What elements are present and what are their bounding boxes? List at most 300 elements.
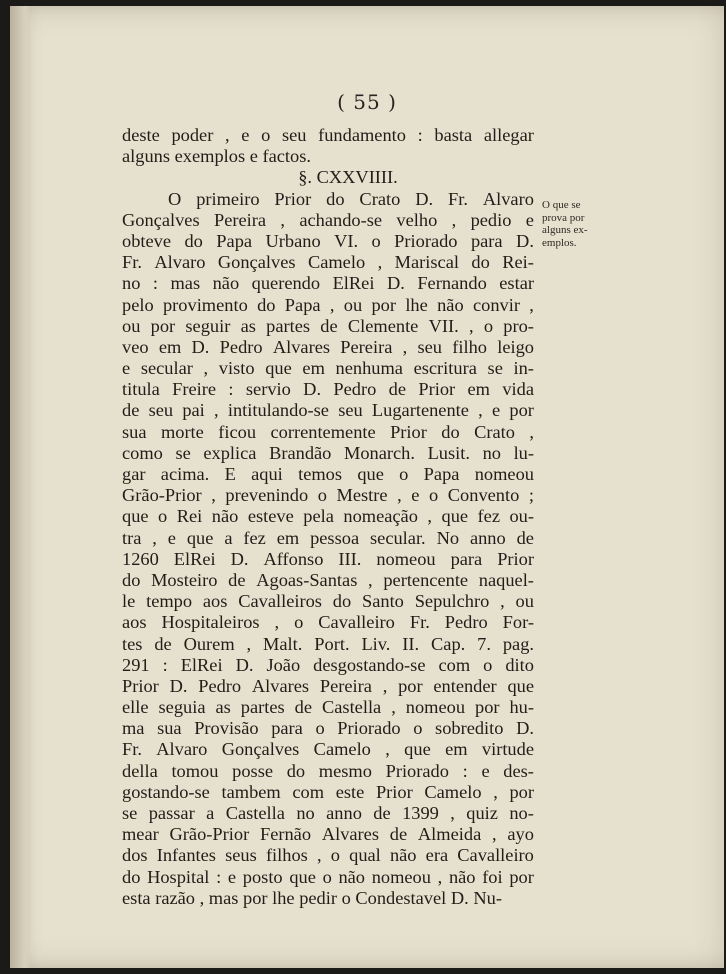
word: Pedro	[444, 612, 488, 633]
word: e	[525, 209, 534, 230]
word: ,	[280, 209, 285, 230]
word: D.	[230, 548, 249, 569]
word: que	[289, 866, 316, 887]
word: Cavalleiros	[238, 591, 322, 612]
text-line	[122, 697, 534, 718]
word: aos	[202, 591, 228, 612]
word: as	[215, 697, 231, 718]
word: Pereira	[319, 675, 372, 696]
word: filho	[452, 336, 487, 357]
word: fez	[243, 527, 266, 548]
word: Pedro	[333, 379, 377, 400]
word: II.	[402, 633, 420, 654]
word: Pereira	[340, 336, 393, 357]
word: Urbano	[265, 230, 321, 251]
word: o	[261, 125, 271, 145]
text-line	[122, 295, 534, 316]
word: anno	[326, 803, 362, 823]
word: passar	[148, 803, 195, 823]
text-line	[122, 379, 534, 400]
word: Alvaro	[154, 252, 206, 273]
word: temos	[298, 464, 343, 484]
word: Gonçalves	[221, 739, 300, 760]
word: por	[150, 315, 176, 336]
word: fundamento	[318, 125, 406, 145]
text-line	[122, 867, 534, 888]
word: ,	[450, 803, 455, 823]
word: que	[357, 464, 384, 484]
word: de	[122, 400, 140, 421]
body-text	[122, 125, 534, 909]
word: ,	[317, 845, 322, 866]
word: do	[122, 569, 141, 590]
word: sua	[122, 421, 147, 442]
word: ,	[211, 485, 216, 506]
word: o	[158, 506, 168, 527]
word: obteve	[122, 230, 172, 251]
word: leigo	[497, 336, 534, 357]
word: Brandão	[269, 442, 332, 463]
word: Grão-Prior	[122, 485, 202, 506]
word: Liv.	[361, 633, 391, 654]
word: ,	[427, 506, 433, 527]
word: tambem	[221, 781, 281, 802]
word: ou-	[509, 506, 534, 527]
word: Alvaro	[482, 188, 534, 209]
text-line	[122, 824, 534, 845]
word: Prior	[122, 675, 159, 696]
word: Alvares	[321, 824, 380, 845]
word: Ourem	[183, 633, 235, 654]
word: tomou	[171, 760, 219, 781]
text-line	[122, 634, 534, 655]
word: Clemente	[347, 315, 419, 336]
word: que	[507, 675, 534, 696]
word: tempo	[146, 591, 193, 612]
word: explica	[203, 442, 257, 463]
word: tra	[122, 527, 142, 548]
word: de	[388, 379, 407, 400]
word: Port.	[314, 633, 350, 654]
word: veo	[122, 336, 149, 357]
word: o	[322, 866, 332, 887]
word: Almeida	[417, 824, 482, 845]
word: escritura	[413, 358, 477, 379]
text-line	[122, 761, 534, 782]
word: e	[227, 866, 237, 887]
word: pedio	[470, 209, 512, 230]
word: D.	[235, 654, 254, 675]
text-line	[122, 464, 534, 485]
word: se	[122, 803, 138, 823]
word: em	[302, 358, 325, 379]
word: de	[516, 527, 534, 548]
word: 7.	[477, 633, 491, 654]
word: pro-	[503, 315, 534, 336]
word: naquel-	[478, 569, 534, 590]
word: este	[335, 781, 365, 802]
word: Papa	[284, 294, 321, 315]
word: o	[315, 718, 325, 739]
word: in-	[513, 358, 534, 379]
word: O	[168, 188, 182, 209]
word: posto	[242, 866, 283, 887]
text-line	[122, 739, 534, 760]
text-line: esta razão , mas por lhe pedir o Condestavel D. Nu-	[122, 887, 502, 908]
word: Convento	[447, 485, 520, 506]
word: Castella	[321, 697, 382, 718]
text-line	[122, 125, 534, 146]
word: ,	[224, 125, 230, 145]
word: para	[271, 718, 303, 739]
word: hu-	[509, 697, 534, 718]
word: aos	[122, 612, 147, 633]
word: Fr.	[409, 612, 430, 633]
word: Priorado	[385, 760, 449, 781]
word: :	[152, 273, 158, 294]
text-line	[122, 803, 534, 824]
word: Fr.	[122, 739, 142, 760]
word: ou	[515, 591, 534, 612]
word: Crato	[474, 421, 515, 442]
word: Cavalleiro	[318, 612, 395, 633]
word: para	[470, 230, 503, 251]
word: basta	[434, 125, 473, 145]
word: primeiro	[196, 188, 260, 209]
text-line	[122, 612, 534, 633]
word: do	[326, 188, 345, 209]
word: allegar	[483, 125, 534, 145]
word: que	[441, 506, 469, 527]
word: e	[411, 485, 420, 506]
word: ou	[343, 294, 363, 315]
word: qual	[349, 845, 381, 866]
word: ficou	[218, 421, 257, 442]
word: No	[436, 527, 460, 548]
word: deste	[122, 125, 160, 145]
word: e	[481, 760, 490, 781]
word: Papa	[216, 230, 253, 251]
word: achando-se	[299, 209, 383, 230]
word: do	[286, 760, 306, 781]
page-number: ( 55 )	[337, 90, 397, 114]
word: velho	[396, 209, 438, 230]
word: gar	[122, 464, 146, 484]
word: ,	[437, 866, 443, 887]
word: lhe	[405, 294, 428, 315]
word: como	[122, 442, 163, 463]
word: pessoa	[310, 527, 360, 548]
word: era	[425, 845, 449, 866]
word: Priorado	[337, 718, 401, 739]
word: seguir	[185, 315, 231, 336]
word: quiz	[466, 803, 498, 823]
word: 291	[122, 654, 150, 675]
word: pertencente	[383, 569, 469, 590]
word: Lugartenente	[371, 400, 469, 421]
word: ,	[203, 358, 209, 379]
word: o	[483, 315, 494, 336]
text-line	[122, 845, 534, 866]
word: Lusit.	[427, 442, 470, 463]
word: secular	[140, 358, 193, 379]
word: D.	[191, 336, 210, 357]
word: que	[265, 358, 292, 379]
text-line	[122, 676, 534, 697]
word: Affonso	[263, 548, 324, 569]
word: nomeou	[376, 548, 436, 569]
word: seguia	[158, 697, 206, 718]
word: Prior	[390, 421, 427, 442]
word: della	[122, 760, 158, 781]
word: Gonçalves	[122, 209, 200, 230]
word: ou	[122, 315, 141, 336]
word: ,	[382, 675, 388, 696]
word: 1260	[122, 548, 159, 569]
word: do	[257, 294, 276, 315]
word: o	[413, 718, 423, 739]
word: ,	[368, 569, 373, 590]
word: elle	[122, 697, 149, 718]
word: de	[154, 633, 172, 654]
word: do	[184, 230, 203, 251]
word: e	[122, 358, 131, 379]
word: ,	[152, 527, 157, 548]
word: ,	[377, 252, 383, 273]
word: o	[317, 485, 327, 506]
word: Mariscal	[394, 252, 459, 273]
text-line	[122, 273, 534, 294]
text-line	[122, 316, 534, 337]
word: não	[338, 866, 366, 887]
word: Infantes	[156, 845, 216, 866]
word: do	[332, 591, 352, 612]
word: D.	[169, 675, 188, 696]
word: le	[122, 591, 136, 612]
word: ,	[274, 612, 280, 633]
word: :	[417, 125, 423, 145]
word: Camelo	[307, 252, 366, 273]
word: Hospitaleiros	[161, 612, 260, 633]
word: ,	[529, 421, 534, 442]
word: por	[475, 697, 500, 718]
word: estar	[499, 273, 534, 294]
text-line	[122, 358, 534, 379]
word: por	[371, 294, 396, 315]
word: desgostando-se	[313, 654, 426, 675]
word: :	[162, 654, 168, 675]
word: For-	[502, 612, 534, 633]
word: se	[175, 442, 191, 463]
word: Priorado	[394, 230, 458, 251]
text-line	[122, 485, 534, 506]
word: Gonçalves	[217, 252, 296, 273]
word: Monarch.	[343, 442, 415, 463]
word: por	[509, 781, 534, 802]
word: Provisão	[194, 718, 259, 739]
word: seu	[417, 336, 442, 357]
word: ElRei	[173, 548, 216, 569]
word: lu-	[513, 442, 534, 463]
word: vida	[502, 379, 534, 400]
word: Rei	[176, 506, 203, 527]
word: Prior	[274, 188, 312, 209]
word: de	[389, 824, 408, 845]
word: seu	[281, 125, 307, 145]
word: entender	[433, 675, 497, 696]
word: e	[167, 527, 176, 548]
word: o	[294, 612, 304, 633]
word: do	[122, 866, 141, 887]
text-line	[122, 252, 534, 273]
word: por	[398, 675, 423, 696]
word: em	[158, 336, 182, 357]
word: Camelo	[424, 781, 482, 802]
text-line	[122, 443, 534, 464]
word: com	[292, 781, 325, 802]
word: as	[240, 315, 256, 336]
word: D.	[516, 230, 534, 251]
word: Camelo	[313, 739, 371, 760]
word: que	[186, 527, 214, 548]
word: Alvares	[272, 336, 331, 357]
word: do	[471, 252, 490, 273]
text-line	[122, 655, 534, 676]
word: :	[216, 866, 222, 887]
word: :	[462, 760, 468, 781]
text-line	[122, 231, 534, 252]
word: João	[266, 654, 301, 675]
word: ,	[402, 336, 408, 357]
word: Santo	[361, 591, 404, 612]
word: para	[450, 548, 483, 569]
text-line	[122, 506, 534, 527]
word: filhos	[265, 845, 308, 866]
word: virtude	[481, 739, 534, 760]
word: nenhuma	[335, 358, 403, 379]
word: pag.	[502, 633, 534, 654]
word: Prior	[375, 781, 413, 802]
marginal-note-line: prova por	[542, 211, 585, 224]
word: pela	[303, 506, 334, 527]
word: Hospital	[147, 866, 210, 887]
word: ,	[529, 294, 534, 315]
word: titula	[122, 379, 160, 400]
word: seu	[338, 400, 363, 421]
word: seu	[148, 400, 174, 421]
word: E	[224, 464, 236, 484]
text-line	[122, 591, 534, 612]
word: não	[437, 294, 464, 315]
marginal-note	[542, 199, 602, 249]
word: de	[228, 569, 246, 590]
word: acima.	[160, 464, 210, 484]
word: partes	[240, 697, 285, 718]
word: Alvaro	[156, 739, 208, 760]
word: Mestre	[336, 485, 388, 506]
word: querendo	[251, 273, 321, 294]
word: dito	[505, 654, 534, 675]
word: mear	[122, 824, 159, 845]
text-line	[122, 782, 534, 803]
marginal-note-line: emplos.	[542, 236, 577, 249]
word: Mosteiro	[151, 569, 218, 590]
word: fez	[477, 506, 500, 527]
word: D.	[386, 273, 405, 294]
text-line	[122, 570, 534, 591]
word: se	[487, 358, 503, 379]
page-gutter	[10, 6, 32, 968]
word: do	[441, 421, 460, 442]
word: secular.	[370, 527, 426, 548]
word: ElRei	[332, 273, 375, 294]
word: mas	[170, 273, 201, 294]
word: 1399	[402, 803, 439, 823]
text-line: alguns exemplos e factos.	[122, 146, 311, 167]
word: a	[224, 527, 233, 548]
word: Fr.	[447, 188, 468, 209]
word: convir	[472, 294, 520, 315]
word: nomeou	[474, 464, 534, 484]
word: não	[448, 866, 476, 887]
marginal-note-line: alguns ex-	[542, 224, 588, 236]
word: Alvares	[251, 675, 310, 696]
word: Crato	[359, 188, 401, 209]
word: gostando-se	[122, 781, 210, 802]
word: não	[389, 845, 417, 866]
word: não	[212, 273, 240, 294]
word: Prior	[497, 548, 534, 569]
word: o	[371, 230, 381, 251]
word: Pedro	[198, 675, 242, 696]
word: com	[438, 654, 471, 675]
word: por	[509, 866, 534, 887]
word: III.	[338, 548, 362, 569]
word: ,	[214, 400, 219, 421]
word: a	[206, 803, 215, 823]
word: em	[467, 379, 490, 400]
word: dos	[122, 845, 148, 866]
word: ;	[528, 485, 534, 506]
word: ,	[492, 824, 497, 845]
word: prevenindo	[225, 485, 309, 506]
word: tes	[122, 633, 143, 654]
text-line	[122, 528, 534, 549]
section-heading: §. CXXVIIII.	[298, 167, 398, 188]
word: visto	[218, 358, 255, 379]
word: não	[211, 506, 239, 527]
word: ,	[478, 400, 483, 421]
word: Freire	[172, 379, 217, 400]
word: seus	[225, 845, 257, 866]
word: de	[373, 803, 391, 823]
text-line	[122, 210, 534, 231]
word: intitulando-se	[227, 400, 329, 421]
word: ,	[391, 697, 396, 718]
word: em	[276, 527, 300, 548]
word: Castella	[225, 803, 285, 823]
word: VI.	[334, 230, 359, 251]
word: Fernando	[417, 273, 487, 294]
word: ,	[500, 591, 505, 612]
word: ,	[385, 739, 390, 760]
word: :	[228, 379, 234, 400]
word: morte	[160, 421, 204, 442]
word: Papa	[423, 464, 460, 484]
word: correntemente	[270, 421, 376, 442]
word: Cavalleiro	[457, 845, 534, 866]
word: ma	[122, 718, 145, 739]
